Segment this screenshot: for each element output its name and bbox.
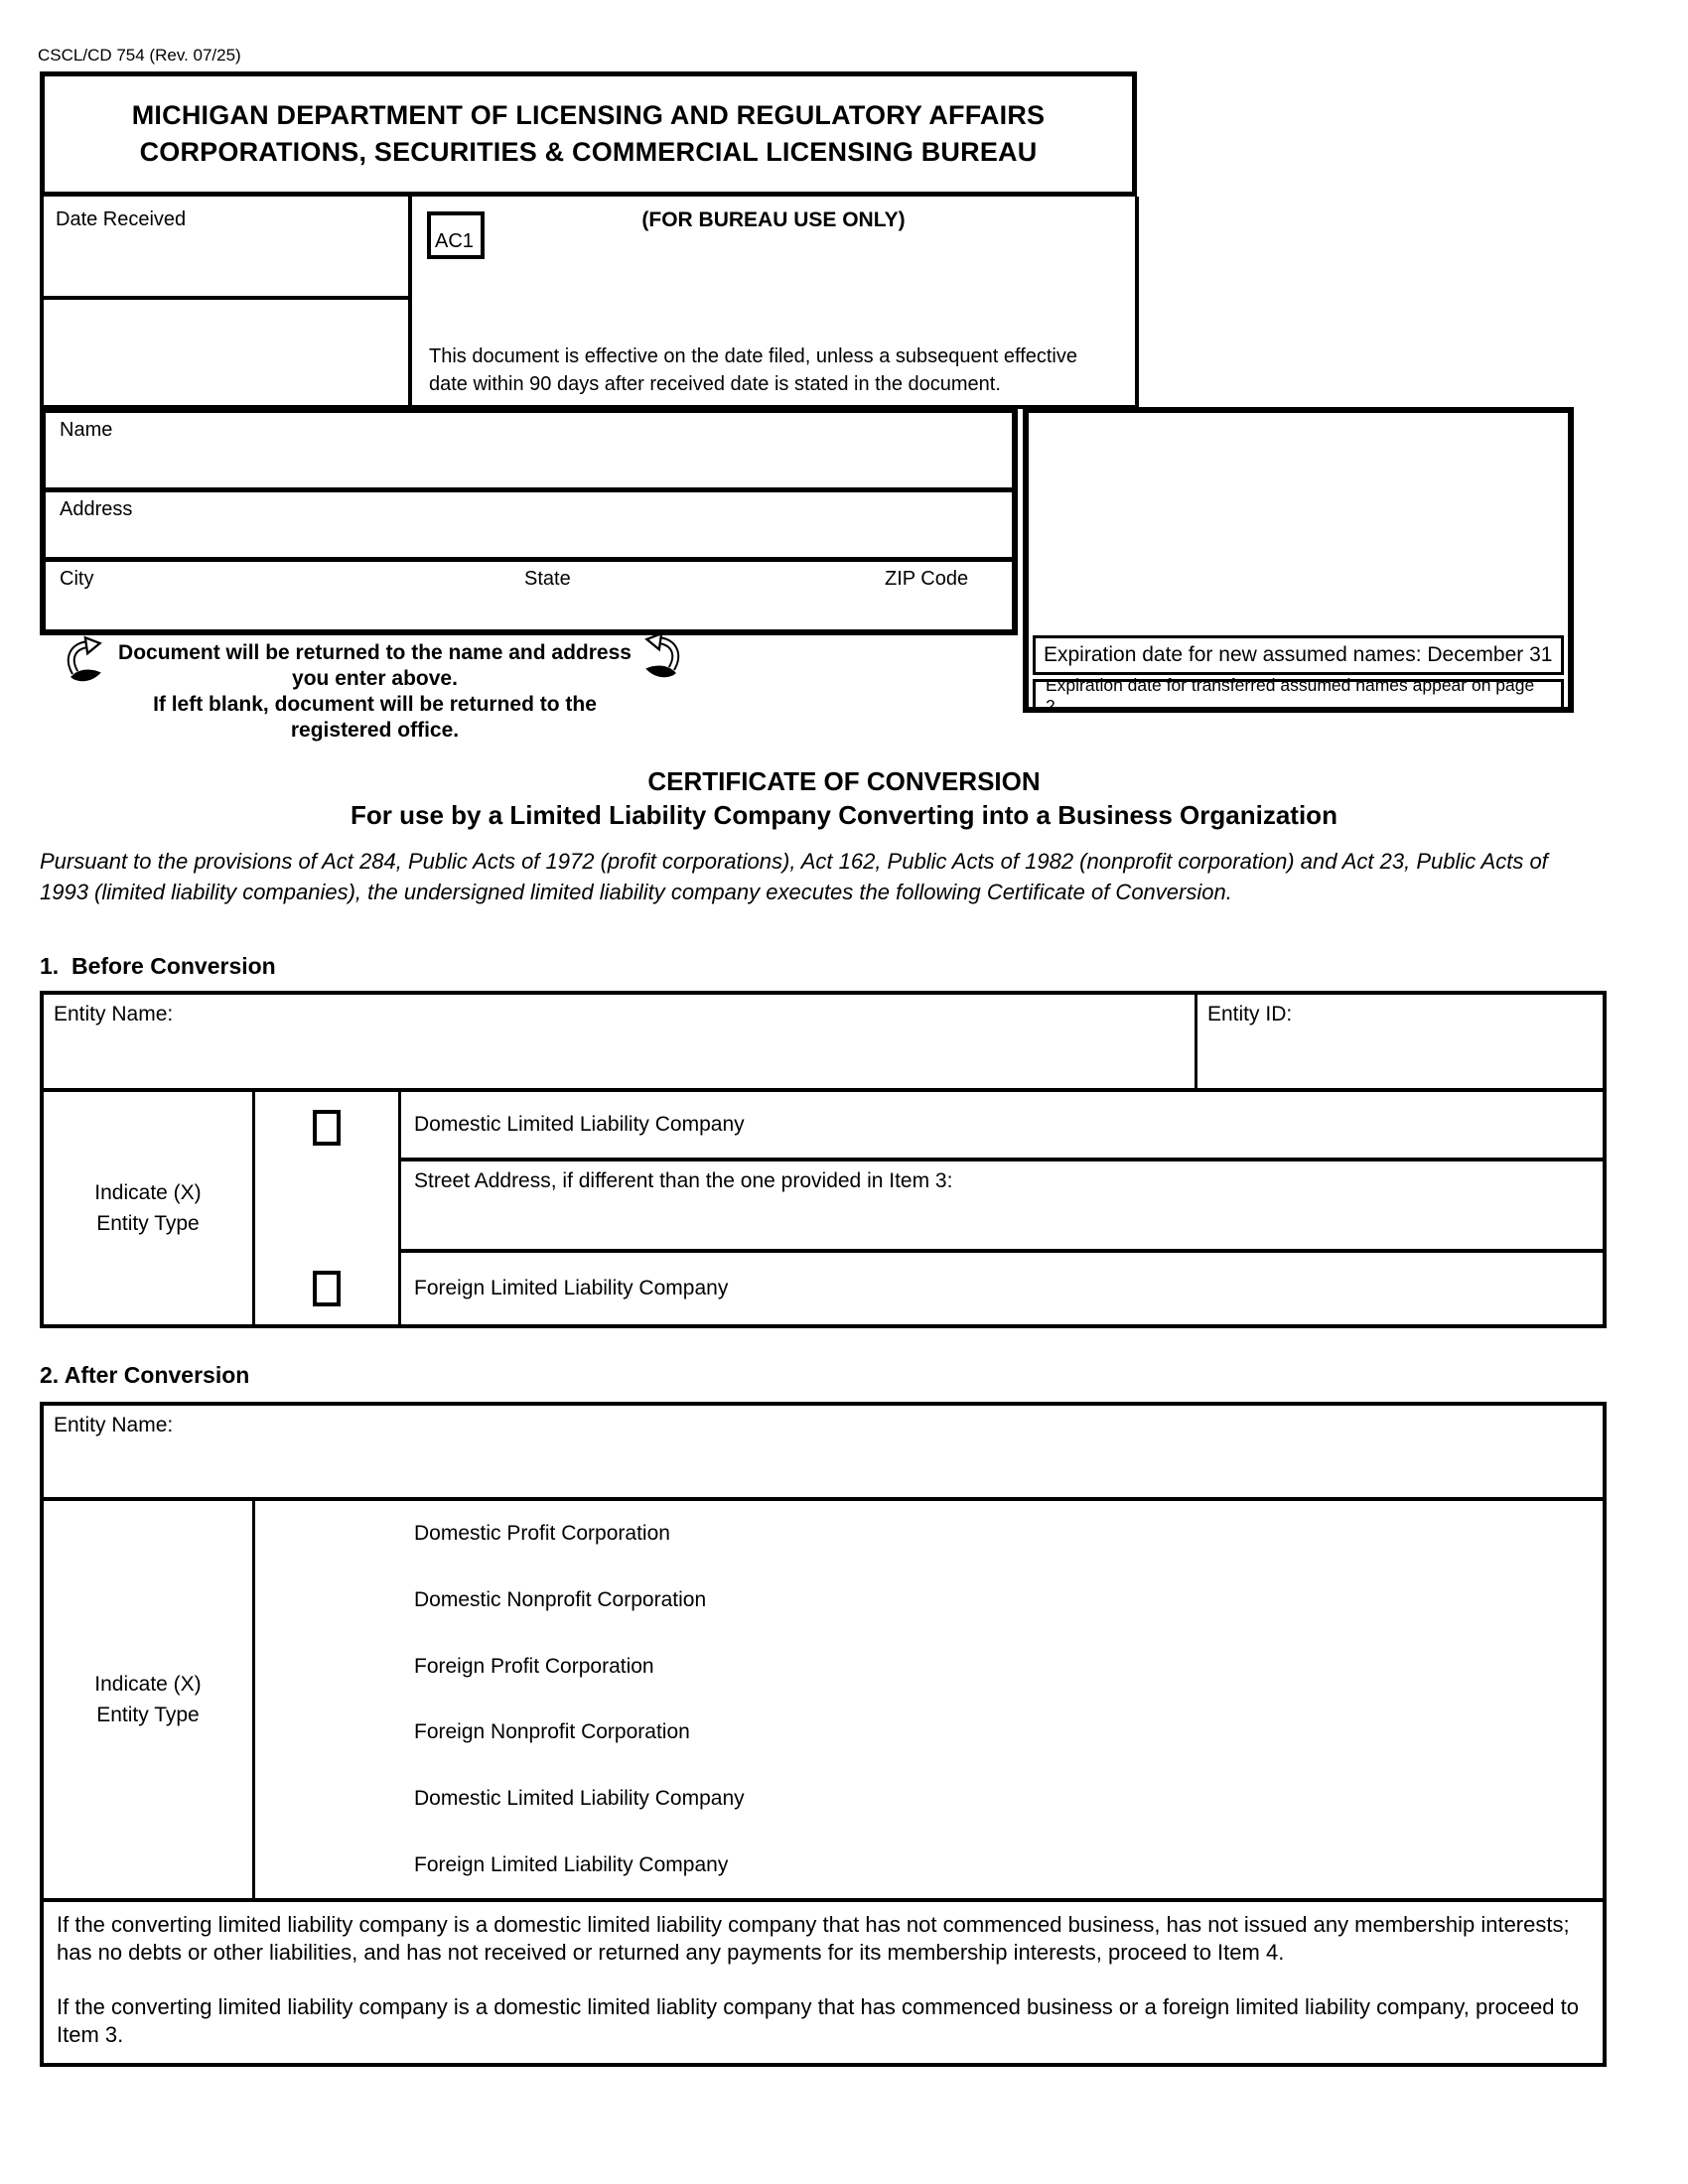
entity-name-field-before[interactable] (44, 995, 1197, 1088)
entity-type-option[interactable]: Foreign Limited Liability Company (414, 1852, 729, 1876)
instruction-note-1: If the converting limited liability company is a domestic limited liability company that has not commenced business, has not issued any membership interests; has no debts or other liabilities, and has not received or returned any payments for its membership interests, proceed to Item 4. (57, 1912, 1570, 1965)
indicate-entity-type-label-before: Indicate (X) Entity Type (44, 1092, 255, 1324)
foreign-llc-label: Foreign Limited Liability Company (414, 1277, 729, 1299)
bureau-stamp-box (1023, 407, 1574, 716)
curved-arrow-icon (635, 631, 685, 681)
entity-type-option[interactable]: Domestic Limited Liability Company (414, 1787, 745, 1811)
agency-header (40, 71, 1137, 197)
foreign-llc-checkbox[interactable] (313, 1271, 341, 1306)
domestic-llc-label: Domestic Limited Liability Company (414, 1113, 745, 1136)
bureau-use-box (412, 197, 1139, 409)
address-field[interactable] (46, 492, 1012, 562)
entity-type-option[interactable]: Foreign Nonprofit Corporation (414, 1720, 690, 1744)
return-instructions-line1: Document will be returned to the name and address you enter above. (118, 641, 632, 690)
form-number: CSCL/CD 754 (Rev. 07/25) (38, 46, 241, 65)
street-address-field[interactable] (401, 1161, 1603, 1253)
entity-type-option[interactable]: Domestic Nonprofit Corporation (414, 1588, 707, 1611)
instruction-note-2: If the converting limited liability company is a domestic limited liablity company that has commenced business or a foreign limited liability company, proceed to Item 3. (57, 1994, 1579, 2047)
zip-code-label: ZIP Code (885, 568, 969, 590)
date-received-label: Date Received (56, 208, 187, 230)
domestic-llc-checkbox[interactable] (313, 1110, 341, 1146)
entity-name-label-after: Entity Name: (54, 1414, 174, 1436)
return-instructions-line2: If left blank, document will be returned to the registered office. (153, 693, 597, 742)
name-field[interactable] (46, 413, 1012, 492)
agency-name-line1: MICHIGAN DEPARTMENT OF LICENSING AND REGULATORY AFFAIRS (131, 100, 1046, 130)
date-received-divider (44, 296, 408, 300)
return-instructions (104, 640, 645, 744)
bureau-use-label: (FOR BUREAU USE ONLY) (641, 208, 906, 231)
ac1-label: AC1 (435, 230, 474, 252)
city-label: City (60, 568, 94, 590)
section2-heading: 2. After Conversion (40, 1362, 250, 1388)
city-state-zip-field[interactable] (46, 562, 1012, 629)
statutory-authority-paragraph: Pursuant to the provisions of Act 284, Public Acts of 1972 (profit corporations), Act 162, Public Acts of 1982 (nonprofit corporation) and Act 23, Public Acts of 1993 (limited liability companies), the undersigned limited liability company executes the following Certificate of Conversion. (40, 849, 1548, 904)
entity-type-option[interactable]: Foreign Profit Corporation (414, 1654, 654, 1678)
entity-id-field[interactable] (1197, 995, 1603, 1088)
address-label: Address (60, 498, 133, 520)
after-conversion-table (40, 1402, 1607, 2067)
document-title: CERTIFICATE OF CONVERSION (647, 766, 1041, 796)
effective-date-note: This document is effective on the date filed, unless a subsequent effective date within 90 days after received date is stated in the document. (429, 345, 1077, 395)
before-conversion-table (40, 991, 1607, 1328)
expiration-transferred-names-note: Expiration date for transferred assumed names appear on page 2. (1033, 679, 1564, 712)
entity-name-label: Entity Name: (54, 1003, 174, 1025)
entity-name-field-after[interactable] (44, 1406, 1603, 1501)
entity-type-checkbox-column (255, 1092, 401, 1324)
conversion-instructions (44, 1898, 1603, 2063)
agency-name-line2: CORPORATIONS, SECURITIES & COMMERCIAL LICENSING BUREAU (139, 137, 1038, 167)
document-subtitle: For use by a Limited Liability Company Converting into a Business Organization (351, 800, 1337, 830)
entity-type-option[interactable]: Domestic Profit Corporation (414, 1522, 670, 1546)
entity-id-label: Entity ID: (1207, 1003, 1293, 1025)
entity-type-options (255, 1501, 1603, 1898)
return-address-box (40, 407, 1018, 635)
section1-heading: 1. Before Conversion (40, 953, 276, 979)
name-label: Name (60, 419, 113, 441)
expiration-new-names-note: Expiration date for new assumed names: December 31 (1033, 635, 1564, 675)
date-received-box[interactable] (40, 197, 412, 409)
street-address-label: Street Address, if different than the one provided in Item 3: (414, 1169, 953, 1192)
indicate-entity-type-label-after: Indicate (X) Entity Type (44, 1501, 255, 1898)
state-label: State (524, 568, 571, 590)
